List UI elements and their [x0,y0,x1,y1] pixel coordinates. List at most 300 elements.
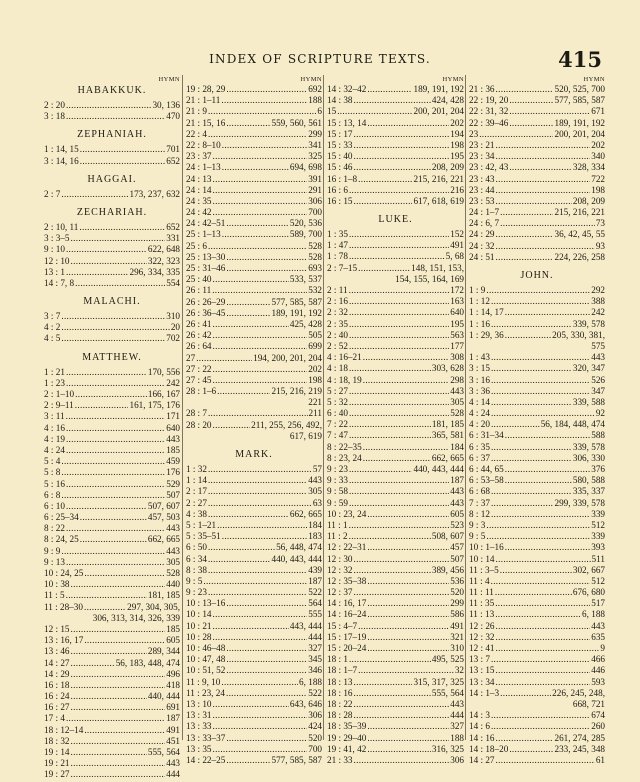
scripture-reference: 9 : 10 [44,244,65,255]
index-entry [186,587,322,598]
scripture-reference: 21 : 33 [327,754,353,765]
book-heading: MALACHI. [83,296,141,308]
index-entry [44,512,180,523]
index-entry [327,162,464,173]
leader-dots [75,278,165,289]
index-entry [44,624,180,635]
index-entry [469,140,605,151]
hymn-numbers: 297, 304, 305, [127,601,180,612]
leader-dots [66,557,165,568]
book-heading: LUKE. [378,214,413,226]
index-entry [327,665,464,676]
scripture-reference: 18 : 22 [327,698,353,709]
hymn-numbers: 617, 619 [289,430,322,441]
index-entry [186,654,322,665]
index-entry [327,375,464,386]
index-entry [327,576,464,587]
leader-dots [496,229,554,240]
hymn-numbers: 216 [450,184,464,195]
leader-dots [496,621,591,632]
leader-dots [491,576,591,587]
leader-dots [496,632,591,643]
index-entry [469,609,605,620]
hymn-numbers: 662, 665 [431,452,464,463]
index-entry [469,542,605,553]
index-entry [469,520,605,531]
leader-dots [75,389,147,400]
index-entry [44,758,180,769]
index-entry [186,364,322,375]
index-entry [327,565,464,576]
index-entry [44,479,180,490]
leader-dots [66,411,166,422]
index-entry [44,100,180,111]
leader-dots [349,464,413,475]
index-entry [44,411,180,422]
hymn-numbers: 495, 525 [431,654,464,665]
index-entry [327,95,464,106]
index-entry [469,252,605,263]
hymn-numbers: 161, 175, 176 [129,400,180,411]
index-entry [44,278,180,289]
scripture-reference: 12 : 32 [327,564,353,575]
scripture-reference: 11 : 1 [327,519,348,530]
index-section [186,75,322,442]
leader-dots [80,144,166,155]
scripture-reference: 15 : 4–7 [327,620,358,631]
scripture-reference: 2 : 7 [44,188,61,199]
scripture-reference: 6 : 25–34 [44,512,79,523]
leader-dots [349,531,431,542]
hymn-numbers: 554 [166,277,180,288]
hymn-numbers: 205, 330, 381, [552,329,605,340]
scripture-reference: 4 : 38 [186,508,207,519]
hymn-numbers: 189, 191, 192 [554,117,605,128]
scripture-reference: 25 : 13–30 [186,251,226,262]
hymn-numbers: 306 [450,754,464,765]
index-entry [327,598,464,609]
scripture-reference: 4 : 24 [44,444,65,455]
index-entry [327,363,464,374]
leader-dots [363,453,431,464]
index-entry [327,330,464,341]
hymn-numbers: 20 [170,322,180,333]
leader-dots [217,386,270,397]
scripture-reference: 2 : 52 [327,340,348,351]
index-entry [327,710,464,721]
leader-dots [500,207,553,218]
leader-dots [358,174,412,185]
scripture-reference: 1 : 12 [469,296,490,307]
scripture-reference: 23 [469,128,479,139]
index-entry [469,721,605,732]
leader-dots [213,207,308,218]
hymn-numbers: 466 [591,654,605,665]
hymn-numbers: 306, 313, 314, 326, 339 [92,612,180,623]
scripture-reference: 8 : 12 [469,508,490,519]
hymn-numbers: 692 [308,84,322,94]
index-entry [44,267,180,278]
scripture-reference: 8 : 22–35 [327,441,362,452]
leader-dots [79,222,165,233]
leader-dots [213,621,289,632]
hymn-numbers: 202 [450,117,464,128]
leader-dots [349,307,449,318]
hymn-numbers: 522 [308,587,322,598]
leader-dots [491,721,590,732]
scripture-reference: 24 : 42–51 [186,218,226,229]
hymn-numbers: 322, 323 [147,255,180,266]
scripture-reference: 23 : 21 [469,139,495,150]
index-section [44,206,180,289]
scripture-reference: 27 : 22 [186,363,212,374]
leader-dots [349,498,449,509]
index-entry [469,95,605,106]
leader-dots [66,111,165,122]
leader-dots [349,654,431,665]
scripture-reference: 11 : 13 [469,609,495,620]
scripture-reference: 5 : 1–21 [186,519,217,530]
scripture-reference: 14 : 38 [327,95,353,106]
leader-dots [208,129,307,140]
scripture-reference: 2 : 11 [327,285,348,295]
scripture-reference: 2 : 16 [327,296,348,307]
index-entry [44,747,180,758]
leader-dots [486,285,590,296]
index-entry [469,285,605,296]
scripture-reference: 13 : 10 [186,698,212,709]
hymn-numbers: 56, 448, 474 [276,542,322,553]
hymn-numbers: 325 [308,151,322,162]
leader-dots [367,609,449,620]
scripture-reference: 6 : 53–58 [469,475,504,486]
index-entry [44,322,180,333]
leader-dots [367,509,449,520]
hymn-numbers: 185 [166,623,180,634]
index-entry [186,274,322,285]
index-entry [186,263,322,274]
scripture-reference: 9 : 59 [327,497,348,508]
index-entry [469,106,605,117]
scripture-reference: 11 : 35 [469,598,495,609]
index-entry [327,419,464,430]
hymn-numbers: 56, 184, 448, 474 [540,419,605,430]
index-entry [186,162,322,173]
index-entry [186,297,322,308]
scripture-reference: 18 : 16 [327,687,353,698]
leader-dots [509,744,553,755]
leader-dots [226,598,307,609]
scripture-reference: 25 : 1–13 [186,229,221,240]
hymn-numbers: 425, 428 [289,318,322,329]
scripture-reference: 10 : 24, 25 [44,568,84,578]
index-entry [469,531,605,542]
hymn-numbers: 365, 581 [431,430,464,441]
scripture-reference: 14 : 1–3 [469,687,500,698]
hymn-numbers: 208, 209 [431,162,464,173]
hymn-numbers: 526 [591,374,605,385]
scripture-reference: 8 : 23, 24 [327,452,362,463]
hymn-numbers: 507, 607 [147,500,180,511]
index-entry [327,129,464,140]
scripture-reference: 14 : 16, 17 [327,598,367,609]
leader-dots [496,733,554,744]
hymn-numbers: 622, 648 [147,244,180,255]
hymn-numbers: 305 [166,556,180,567]
scripture-reference: 4 : 2 [44,322,61,333]
hymn-numbers: 424, 428 [431,95,464,106]
leader-dots [212,285,307,296]
scripture-reference: 13 : 33 [186,721,212,732]
hymn-numbers: 512 [591,575,605,586]
index-entry [469,509,605,520]
leader-dots [61,490,165,501]
hymn-numbers: 292 [591,285,605,295]
leader-dots [496,140,591,151]
scripture-reference: 5 : 27 [327,385,348,396]
index-entry [469,710,605,721]
index-entry [469,587,605,598]
leader-dots [495,587,572,598]
hymn-numbers: 306, 330 [572,452,605,463]
leader-dots [61,333,165,344]
leader-dots [213,375,308,386]
scripture-reference: 13 : 33–37 [186,732,226,743]
hymn-numbers: 198 [591,184,605,195]
hymn-numbers: 32 [454,665,464,676]
leader-dots [84,568,165,579]
hymn-numbers: 586 [450,609,464,620]
index-entry [327,609,464,620]
leader-dots [354,710,450,721]
index-entry [186,643,322,654]
index-entry [327,196,464,207]
leader-dots [491,386,590,397]
index-entry [327,632,464,643]
index-entry [44,445,180,456]
leader-dots [505,307,591,318]
leader-dots [363,352,450,363]
index-entry [469,129,605,140]
index-column-1 [44,75,180,780]
leader-dots [84,725,165,736]
index-entry [186,207,322,218]
index-column-4 [469,75,605,765]
leader-dots [354,95,431,106]
hymn-numbers: 189, 191, 192 [271,307,322,318]
leader-dots [500,565,572,576]
hymn-numbers: 299 [450,598,464,609]
leader-dots [75,400,129,411]
leader-dots [61,546,165,557]
leader-dots [349,520,450,531]
scripture-reference: 26 : 42 [186,330,212,341]
hymn-numbers: 73 [595,218,605,229]
leader-dots [66,244,147,255]
hymn-numbers: 652 [166,221,180,232]
index-entry [186,229,322,240]
scripture-reference: 3 : 14, 16 [44,155,79,166]
scripture-reference: 14 : 27 [469,754,495,765]
hymn-numbers: 202 [591,139,605,150]
hymn-numbers: 328, 334 [572,162,605,173]
hymn-numbers: 92 [595,408,605,419]
leader-dots [486,531,590,542]
index-section [44,351,180,781]
index-entry [44,691,180,702]
leader-dots [222,229,289,240]
index-entry [186,185,322,196]
leader-dots [491,453,572,464]
leader-dots [358,621,449,632]
hymn-numbers: 446 [591,665,605,676]
scripture-reference: 10 : 47, 48 [186,654,226,665]
index-entry [186,531,322,542]
scripture-reference: 9 : 58 [327,486,348,497]
scripture-reference: 22 : 19, 20 [469,95,509,106]
index-entry [186,353,322,364]
scripture-reference: 6 : 35 [469,441,490,452]
hymn-numbers: 674 [591,710,605,721]
hymn-numbers: 339, 588 [572,396,605,407]
leader-dots [208,587,307,598]
scripture-reference: 5 : 16 [44,478,65,489]
column-divider [323,75,324,740]
index-entry [44,434,180,445]
hymn-numbers: 617, 618, 619 [413,195,464,206]
leader-dots [71,747,147,758]
leader-dots [496,151,591,162]
hymn-numbers: 496 [166,668,180,679]
index-entry [186,129,322,140]
scripture-reference: 1 : 29, 36 [469,329,504,340]
leader-dots [491,352,590,363]
scripture-reference: 6 : 37 [469,452,490,463]
index-entry [186,733,322,744]
scripture-reference: 4 : 5 [44,333,61,344]
index-entry [327,274,464,285]
scripture-reference: 9 : 5 [469,531,486,542]
scripture-reference: 7 : 22 [327,419,348,430]
index-entry [186,330,322,341]
column-divider [182,75,183,740]
scripture-reference: 12 : 10 [44,255,70,266]
scripture-reference: 5 : 32 [327,396,348,407]
leader-dots [213,721,308,732]
scripture-reference: 14 : 6 [469,721,490,732]
scripture-reference: 14 : 3 [469,710,490,721]
index-entry [469,643,605,654]
hymn-numbers: 260 [591,721,605,732]
index-entry [44,646,180,657]
index-entry [44,111,180,122]
scripture-reference: 16 : 27 [44,702,70,713]
scripture-reference: 26 : 11 [186,285,212,296]
index-entry [186,621,322,632]
hymn-numbers: 61 [595,754,605,765]
leader-dots [71,758,166,769]
scripture-reference: 22 : 31, 32 [469,106,509,117]
scripture-reference: 2 : 20 [44,100,65,110]
index-entry [469,218,605,229]
scripture-reference: 24 : 51 [469,251,495,262]
index-entry [327,185,464,196]
scripture-reference: 13 : 34 [469,676,495,687]
index-entry [186,408,322,419]
index-entry [186,218,322,229]
leader-dots [349,296,449,307]
index-entry [186,486,322,497]
index-entry [469,307,605,318]
index-entry [327,733,464,744]
index-entry [469,598,605,609]
scripture-reference: 23 : 43 [469,173,495,184]
leader-dots [509,162,572,173]
hymn-numbers: 440, 444 [147,691,180,702]
leader-dots [226,218,289,229]
scripture-reference: 4 : 18, 19 [327,374,362,385]
index-entry [186,665,322,676]
leader-dots [208,565,307,576]
leader-dots [354,196,413,207]
leader-dots [491,319,572,330]
index-entry [186,755,322,766]
hymn-numbers: 340 [591,151,605,162]
leader-dots [71,658,115,669]
hymn-numbers: 305 [450,396,464,407]
hymn-numbers: 652 [166,155,180,166]
leader-dots [213,364,308,375]
hymn-numbers: 532 [308,285,322,296]
hymn-numbers: 5, 68 [445,251,464,262]
leader-dots [496,643,600,654]
hymn-numbers: 418 [166,679,180,690]
index-entry [186,431,322,442]
hymn-numbers: 555, 564 [431,687,464,698]
leader-dots [71,680,166,691]
scripture-reference: 2 : 10, 11 [44,221,79,232]
leader-dots [84,635,165,646]
index-entry [186,84,322,95]
book-heading: JOHN. [520,270,554,281]
hymn-numbers: 520 [450,587,464,598]
hymn-numbers: 589, 700 [289,229,322,240]
leader-dots [495,609,581,620]
hymn-numbers: 327 [450,721,464,732]
leader-dots [354,554,450,565]
hymn-numbers: 194 [450,128,464,139]
hymn-numbers: 635 [591,631,605,642]
hymn-numbers: 520, 525, 700 [554,84,605,94]
scripture-reference: 11 : 5 [44,590,65,601]
index-entry [186,151,322,162]
leader-dots [505,430,591,441]
leader-dots [509,95,553,106]
hymn-numbers: 694, 698 [289,162,322,173]
scripture-reference: 19 : 29–40 [327,732,367,743]
index-entry [186,699,322,710]
index-entry [327,677,464,688]
scripture-reference: 5 : 35–51 [186,531,221,542]
leader-dots [208,475,307,486]
scripture-reference: 3 : 7 [44,311,61,322]
scripture-reference: 25 : 40 [186,274,212,285]
scripture-reference: 17 : 4 [44,713,65,724]
hymn-numbers: 588 [591,430,605,441]
index-entry [327,486,464,497]
scripture-reference: 22 : 4 [186,128,207,139]
hymn-numbers: 184 [308,519,322,530]
